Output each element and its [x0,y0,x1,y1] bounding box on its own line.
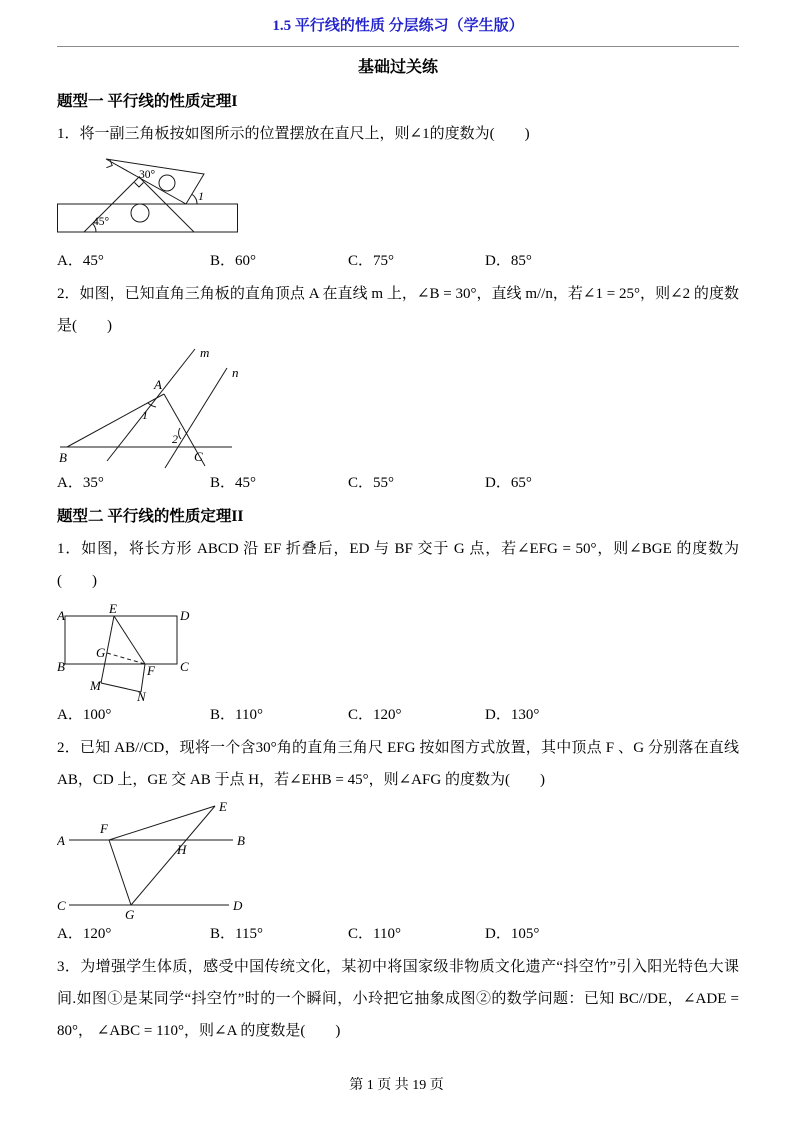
angle-2-arc [179,428,181,439]
label-E: E [109,601,117,616]
angle-45-label: 45° [93,216,110,228]
t2q3-text: 3．为增强学生体质，感受中国传统文化，某初中将国家级非物质文化遗产“抖空竹”引入阳光特色大课间.如图①是某同学“抖空竹”时的一个瞬间，小玲把它抽象成图②的数学问题：已知 BC//DE，∠ADE = 80°， ∠ABC = 110°，则∠A 的度数是( ) [57,959,739,1039]
option-d: D．105° [485,926,540,942]
label-B: B [237,833,245,848]
t2q1-text: 1．如图，将长方形 ABCD 沿 EF 折叠后，ED 与 BF 交于 G 点，若∠EFG = 50°，则∠BGE 的度数为( ) [57,541,739,589]
t1q1-text: 1．将一副三角板按如图所示的位置摆放在直尺上，则∠1的度数为( ) [57,126,530,142]
label-B: B [57,659,65,674]
ruler-hole-2 [159,175,175,191]
edge-eg [131,806,215,905]
t2q2-text: 2．已知 AB//CD，现将一个含30°角的直角三角尺 EFG 按如图方式放置，其中顶点 F 、G 分别落在直线 AB，CD 上，GE 交 AB 于点 H，若∠EHB = 45°，则∠AFG 的度数为( ) [57,740,739,788]
option-d: D．130° [485,707,540,723]
option-a: A．120° [57,926,112,942]
label-E: E [219,800,227,814]
option-b: B．115° [210,926,263,942]
figure-triangle-parallel-lines [57,346,242,471]
t2q1-figure [57,601,739,703]
option-c: C．120° [348,707,402,723]
t1q2-text: 2．如图，已知直角三角板的直角顶点 A 在直线 m 上，∠B = 30°，直线 m//n，若∠1 = 25°，则∠2 的度数是( ) [57,286,739,334]
label-N: N [137,689,146,703]
label-A: A [57,608,65,623]
angle-1-label: 1 [142,408,148,422]
label-D: D [233,898,243,913]
label-G: G [125,907,135,922]
fold-line-ef [114,616,145,664]
option-a: A．100° [57,707,112,723]
t1q2-figure [57,346,739,471]
label-A: A [57,833,65,848]
option-a: A．35° [57,475,104,491]
set-square-30 [106,159,204,204]
right-angle-mark [135,183,144,188]
topic1-heading: 题型一 平行线的性质定理I [57,93,238,110]
t1q1-figure [57,154,739,249]
line-fn [141,664,145,692]
option-d: D．85° [485,253,532,269]
edge-fg [109,840,131,905]
angle-1-label: 1 [198,189,204,203]
label-m: m [200,346,210,360]
label-A: A [154,377,162,392]
option-b: B．110° [210,707,263,723]
t2q2-figure [57,800,739,922]
label-M: M [90,678,101,693]
t2q2-options [57,924,739,945]
label-F: F [100,821,108,836]
label-G: G [96,645,106,660]
t1q2-options [57,473,739,494]
option-c: C．55° [348,475,395,491]
label-H: H [177,842,187,857]
page-footer: 第 1 页 共 19 页 [349,1078,444,1093]
angle-30-label: 30° [139,169,156,181]
option-b: B．45° [210,475,257,491]
figure-folded-rectangle [57,601,192,703]
edge-fe [109,806,215,840]
t1q1-options [57,251,739,272]
label-B: B [59,450,67,465]
label-C: C [57,898,66,913]
page-title: 1.5 平行线的性质 分层练习（学生版） [272,18,524,34]
option-d: D．65° [485,475,532,491]
figure-setsquare-between-parallels [57,800,247,922]
line-mn [101,683,141,692]
angle-2-label: 2 [172,432,178,446]
section-title: 基础过关练 [357,59,438,76]
topic2-heading: 题型二 平行线的性质定理II [57,508,244,525]
label-C: C [180,659,189,674]
label-C: C [194,449,203,464]
angle-1-arc [192,194,198,204]
title-divider [57,46,739,47]
edge-ba [67,394,164,447]
option-c: C．110° [348,926,401,942]
option-b: B．60° [210,253,257,269]
option-a: A．45° [57,253,104,269]
option-c: C．75° [348,253,395,269]
label-n: n [232,365,239,380]
ruler-hole [131,204,149,222]
label-F: F [147,663,155,678]
label-D: D [180,608,190,623]
figure-triangles-on-ruler [57,154,242,249]
t2q1-options [57,705,739,726]
